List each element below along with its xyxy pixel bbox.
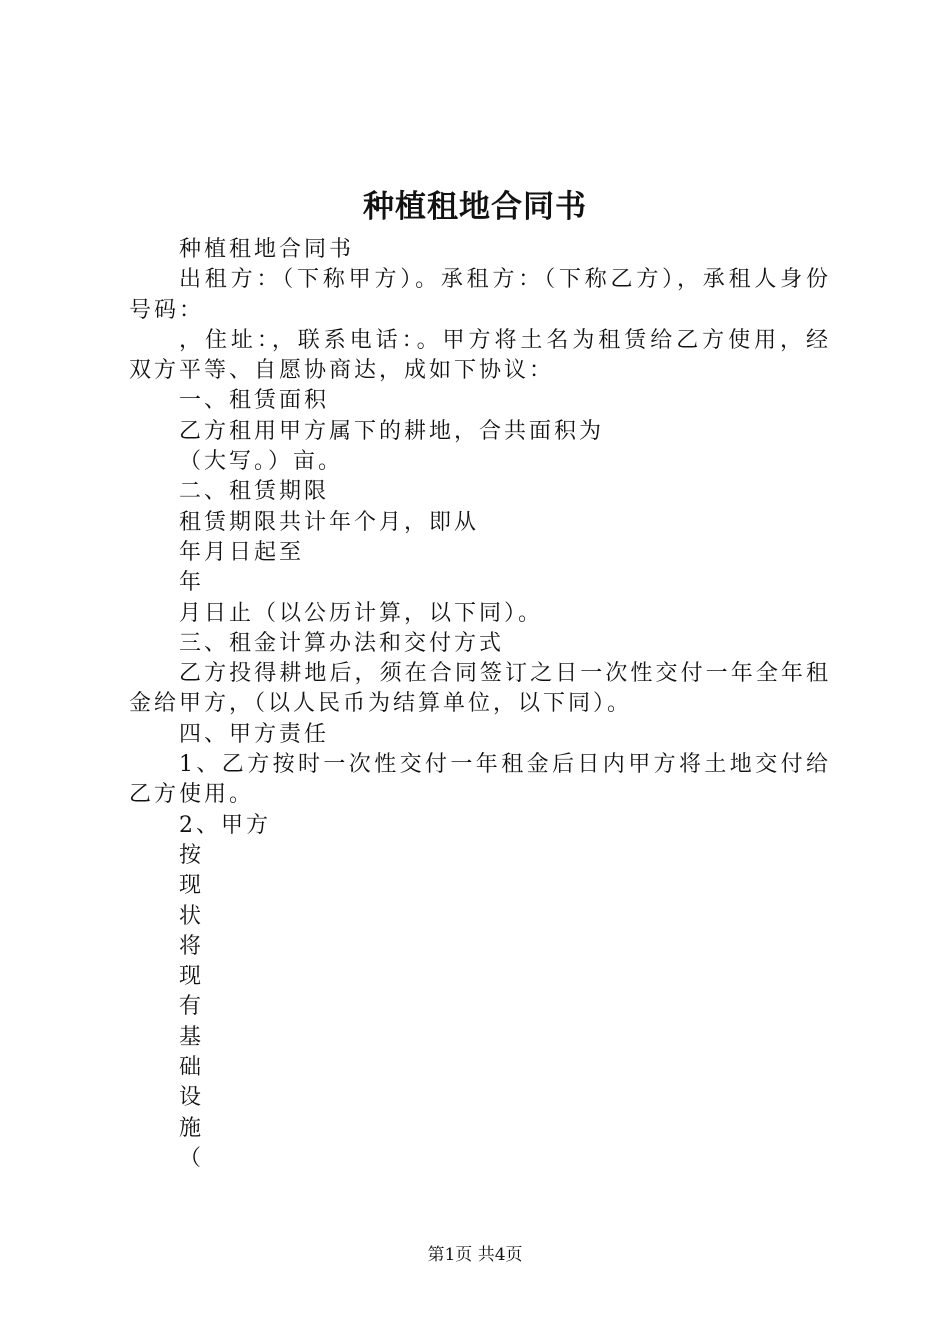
vertical-char: 基 [179, 1024, 202, 1050]
vertical-char: 现 [179, 964, 202, 990]
paragraph-term-start: 年月日起至 [179, 539, 305, 565]
section-heading-rent: 三、租金计算办法和交付方式 [179, 630, 505, 656]
section-heading-duties: 四、甲方责任 [179, 721, 330, 747]
paragraph-address: ，住址：，联系电话：。甲方将土名为租赁给乙方使用，经双方平等、自愿协商达，成如下协议： [129, 327, 831, 384]
vertical-char: 有 [179, 994, 202, 1020]
section-heading-area: 一、租赁面积 [179, 388, 330, 414]
document-title: 种植租地合同书 [363, 189, 587, 225]
vertical-char: 状 [179, 903, 202, 929]
vertical-char: 础 [179, 1055, 202, 1081]
vertical-char: 设 [179, 1085, 202, 1111]
vertical-char: （ [179, 1145, 202, 1171]
paragraph-area-unit: （大写。）亩。 [179, 449, 344, 475]
vertical-char: 现 [179, 873, 202, 899]
paragraph-duty-2: 2、甲方 [179, 812, 271, 838]
vertical-char: 施 [179, 1115, 202, 1141]
paragraph-area: 乙方租用甲方属下的耕地，合共面积为 [179, 418, 605, 444]
paragraph-term-year: 年 [179, 570, 205, 596]
paragraph-parties: 出租方：（下称甲方）。承租方：（下称乙方），承租人身份号码： [129, 267, 831, 323]
paragraph-heading: 种植租地合同书 [179, 237, 355, 262]
vertical-text-column [129, 841, 831, 1174]
vertical-char: 将 [179, 933, 202, 959]
paragraph-rent: 乙方投得耕地后，须在合同签订之日一次性交付一年全年租金给甲方，（以人民币为结算单位，以下同）。 [129, 661, 831, 717]
page-footer: 第1页 共4页 [427, 1245, 523, 1265]
paragraph-term-end: 月日止（以公历计算，以下同）。 [179, 600, 544, 626]
document-body [129, 235, 831, 1174]
paragraph-term: 租赁期限共计年个月，即从 [179, 509, 480, 535]
vertical-char: 按 [179, 842, 202, 868]
section-heading-term: 二、租赁期限 [179, 479, 330, 505]
paragraph-duty-1: 1、乙方按时一次性交付一年租金后日内甲方将土地交付给乙方使用。 [129, 752, 831, 808]
